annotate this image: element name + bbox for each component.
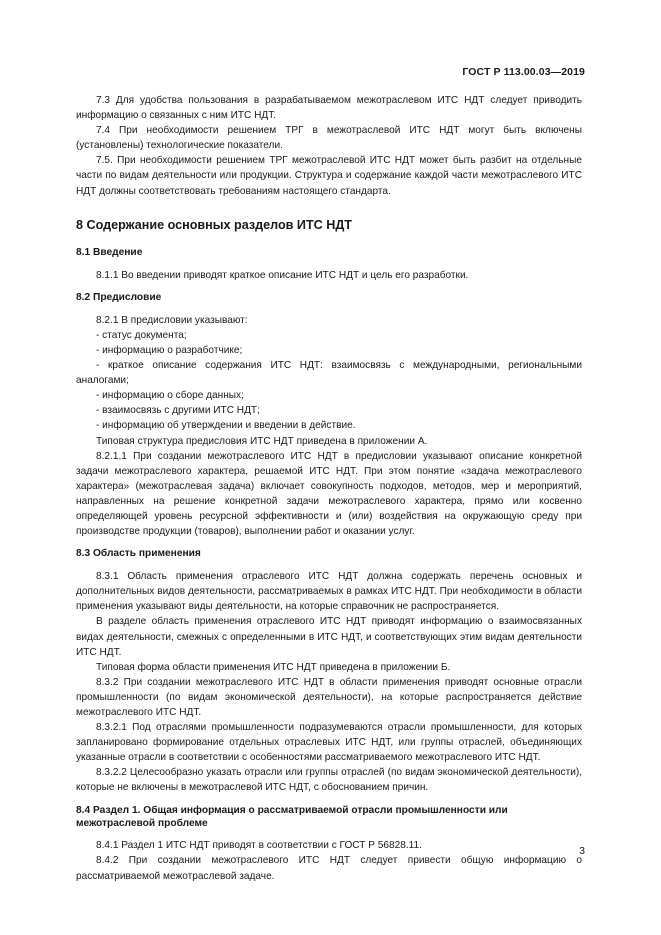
paragraph: - краткое описание содержания ИТС НДТ: взаимосвязь с международными, региональными аналогами; [76, 360, 582, 387]
paragraph: 8.4.2 При создании межотраслевого ИТС НДТ следует привести общую информацию о рассматриваемой межотраслевой задаче. [76, 855, 582, 882]
document-header-id: ГОСТ Р 113.00.03—2019 [462, 66, 585, 78]
subsection-heading: 8.3 Область применения [76, 548, 201, 560]
paragraph: 8.1.1 Во введении приводят краткое описание ИТС НДТ и цель его разработки. [96, 269, 469, 281]
subsection-heading: 8.1 Введение [76, 246, 143, 258]
paragraph: В разделе область применения отраслевого ИТС НДТ приводят информацию о взаимосвязанных видах деятельности, смежных с определенными в ИТС НДТ, и соответствующих этим видам деятельности ИТС НДТ. [76, 616, 582, 658]
paragraph: 8.4.1 Раздел 1 ИТС НДТ приводят в соответствии с ГОСТ Р 56828.11. [96, 840, 422, 852]
paragraph: 8.3.2.2 Целесообразно указать отрасли или группы отраслей (по видам экономической деятельности), которые не включены в межотраслевой ИТС НДТ, с обоснованием причин. [76, 767, 582, 794]
paragraph: 8.2.1.1 При создании межотраслевого ИТС НДТ в предисловии указывают описание конкретной задачи межотраслевого характера, решаемой ИТС НДТ. При этом понятие «задача межотраслевого характера» (межотраслевая задача) включает совокупность подходов, методов, мер и мероприятий, направленных на решение конкретной задачи межотраслевого характера, прямо или косвенно определяющей уровень ресурсной эффективности и (или) воздействия на окружающую среду при производстве продукции (товаров), выполнении работ и оказании услуг. [76, 450, 582, 538]
paragraph: 8.3.1 Область применения отраслевого ИТС НДТ должна содержать перечень основных и дополнительных видов деятельности, рассматриваемых в рамках ИТС НДТ. При необходимости в области применения указывают виды деятельности, на которые справочник не распространяется. [76, 571, 582, 613]
paragraph: - информацию о разработчике; [96, 344, 243, 356]
paragraph: 8.3.2.1 Под отраслями промышленности подразумеваются отрасли промышленности, для которых запланировано формирование отдельных отраслевых ИТС НДТ, или группы отраслей, объединяющих указанные отрасли в соответствии с особенностями рассматриваемого межотраслевого ИТС НДТ. [76, 722, 582, 764]
paragraph: 7.4 При необходимости решением ТРГ в межотраслевой ИТС НДТ могут быть включены (установлены) технологические показатели. [76, 125, 582, 152]
section-heading: 8 Содержание основных разделов ИТС НДТ [76, 217, 352, 232]
paragraph: - взаимосвязь с другими ИТС НДТ; [96, 405, 260, 417]
page-number: 3 [579, 845, 585, 857]
paragraph: 8.2.1 В предисловии указывают: [96, 314, 248, 326]
subsection-heading: 8.4 Раздел 1. Общая информация о рассматриваемой отрасли промышленности или межотраслевой проблеме [76, 804, 508, 829]
paragraph: Типовая структура предисловия ИТС НДТ приведена в приложении А. [96, 435, 428, 447]
document-body [76, 93, 582, 884]
subsection-heading: 8.2 Предисловие [76, 291, 162, 303]
paragraph: 7.5. При необходимости решением ТРГ межотраслевой ИТС НДТ может быть разбит на отдельные части по видам деятельности или продукции. Структура и содержание каждой части межотраслевого ИТС НДТ должны соответствовать требованиям настоящего стандарта. [76, 155, 582, 197]
paragraph: - информацию об утверждении и введении в действие. [96, 420, 356, 432]
paragraph: 8.3.2 При создании межотраслевого ИТС НДТ в области применения приводят основные отрасли промышленности (по видам экономической деятельности), на которые распространяется действие межотраслевого ИТС НДТ. [76, 676, 582, 718]
paragraph: 7.3 Для удобства пользования в разрабатываемом межотраслевом ИТС НДТ следует приводить информацию о связанных с ним ИТС НДТ. [76, 95, 582, 122]
paragraph: - информацию о сборе данных; [96, 390, 244, 402]
paragraph: Типовая форма области применения ИТС НДТ приведена в приложении Б. [96, 661, 451, 673]
paragraph: - статус документа; [96, 329, 187, 341]
